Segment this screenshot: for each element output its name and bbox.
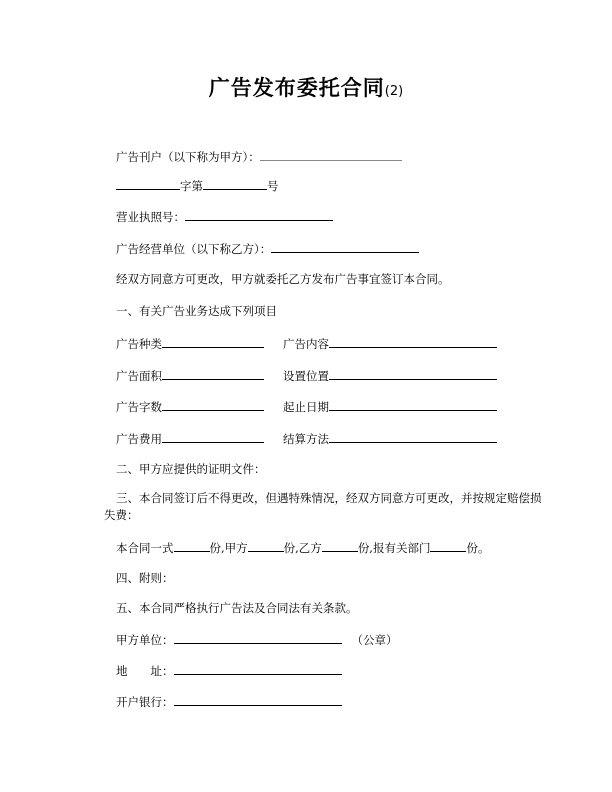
dates-blank[interactable] — [329, 398, 497, 411]
zi-di-label: 字第 — [180, 179, 203, 193]
bank-blank[interactable] — [174, 693, 342, 706]
party-a-line — [116, 148, 402, 165]
copies-label-1: 本合同一式 — [116, 541, 174, 555]
party-b-label: 广告经营单位（以下称乙方）： — [116, 242, 272, 256]
agreement-line: 经双方同意方可更改，甲方就委托乙方发布广告事宜签订本合同。 — [116, 272, 450, 286]
position-blank[interactable] — [329, 367, 497, 380]
ad-content-row — [283, 335, 497, 352]
zi-di-line — [116, 177, 279, 194]
bank-label: 开户银行： — [116, 695, 174, 709]
settlement-blank[interactable] — [329, 430, 497, 443]
ad-content-blank[interactable] — [329, 335, 497, 348]
ad-type-label: 广告种类 — [116, 337, 162, 351]
section-1: 一、有关广告业务达成下列项目 — [116, 304, 277, 318]
hao-label: 号 — [267, 179, 279, 193]
position-label: 设置位置 — [283, 369, 329, 383]
copies-dept-blank[interactable] — [430, 539, 466, 552]
party-a-label: 广告刊户（以下称为甲方）： — [116, 150, 260, 164]
copies-label-5: 份。 — [466, 541, 490, 555]
copies-a-blank[interactable] — [248, 539, 284, 552]
title-suffix: (2) — [384, 84, 404, 99]
address-label: 地 址： — [116, 664, 174, 678]
ad-words-label: 广告字数 — [116, 400, 162, 414]
zi-blank[interactable] — [116, 177, 180, 190]
party-a-unit-line — [116, 631, 398, 648]
ad-content-label: 广告内容 — [283, 337, 329, 351]
dates-row — [283, 398, 497, 415]
di-blank[interactable] — [203, 177, 267, 190]
license-label: 营业执照号： — [116, 210, 185, 224]
ad-type-blank[interactable] — [162, 335, 264, 348]
copies-total-blank[interactable] — [174, 539, 210, 552]
party-a-unit-label: 甲方单位： — [116, 633, 174, 647]
license-line — [116, 208, 333, 225]
bank-line — [116, 693, 342, 710]
party-a-unit-blank[interactable] — [174, 631, 342, 644]
copies-label-2: 份,甲方 — [209, 541, 248, 555]
copies-label-4: 份,报有关部门 — [357, 541, 431, 555]
license-blank[interactable] — [185, 208, 333, 221]
address-line — [116, 662, 342, 679]
position-row — [283, 367, 497, 384]
dates-label: 起止日期 — [283, 400, 329, 414]
ad-words-row — [116, 398, 264, 415]
section-3: 三、本合同签订后不得更改，但遇特殊情况，经双方同意方可更改，并按规定赔偿损失费： — [104, 491, 542, 522]
copies-b-blank[interactable] — [322, 539, 358, 552]
copies-label-3: 份,乙方 — [283, 541, 322, 555]
ad-fee-row — [116, 430, 264, 447]
section-4: 四、附则： — [116, 571, 174, 585]
section-2: 二、甲方应提供的证明文件： — [116, 462, 266, 476]
title-text: 广告发布委托合同 — [208, 76, 385, 100]
ad-words-blank[interactable] — [162, 398, 264, 411]
ad-type-row — [116, 335, 264, 352]
settlement-row — [283, 430, 497, 447]
copies-line — [116, 539, 489, 556]
ad-area-label: 广告面积 — [116, 369, 162, 383]
ad-area-blank[interactable] — [162, 367, 264, 380]
address-blank[interactable] — [174, 662, 342, 675]
seal-label: （公章） — [351, 633, 398, 647]
ad-fee-label: 广告费用 — [116, 432, 162, 446]
party-b-line — [116, 240, 419, 257]
section-5: 五、本合同严格执行广告法及合同法有关条款。 — [116, 601, 358, 615]
document-title — [0, 72, 612, 102]
party-b-blank[interactable] — [271, 240, 419, 253]
ad-fee-blank[interactable] — [162, 430, 264, 443]
settlement-label: 结算方法 — [283, 432, 329, 446]
ad-area-row — [116, 367, 264, 384]
party-a-blank[interactable] — [260, 148, 402, 161]
